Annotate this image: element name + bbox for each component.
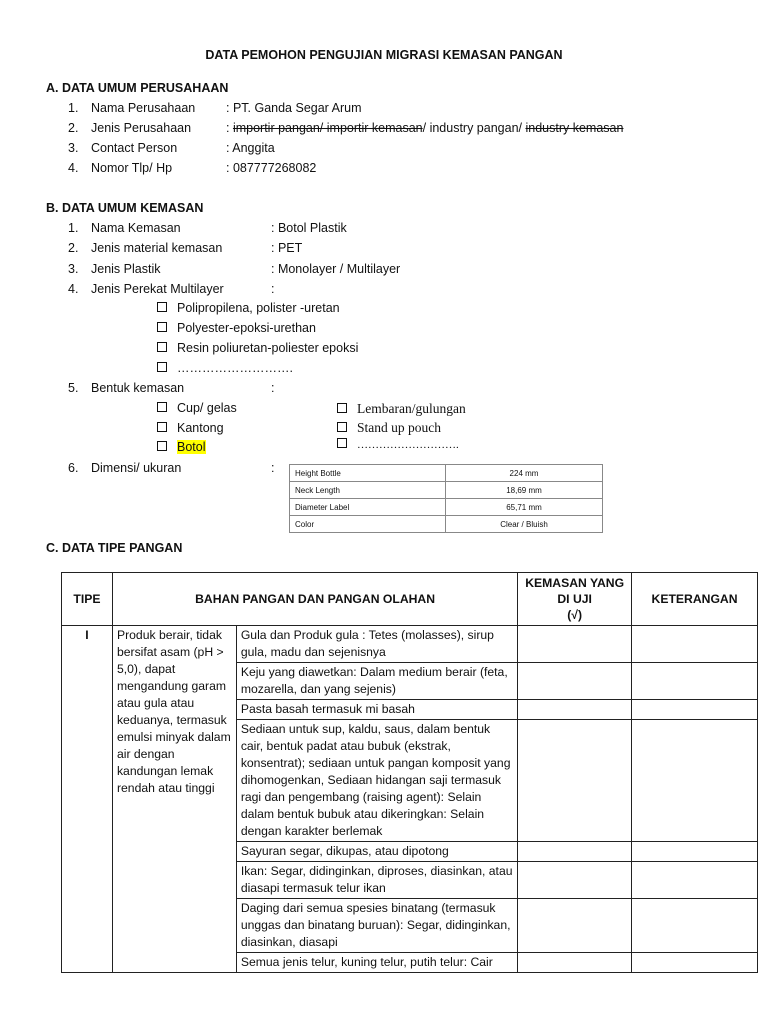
a2-label: Jenis Perusahaan bbox=[91, 121, 192, 135]
a2-num: 2. bbox=[68, 121, 79, 135]
a4-num: 4. bbox=[68, 161, 79, 175]
note-cell[interactable] bbox=[632, 862, 758, 899]
header-keterangan: KETERANGAN bbox=[632, 573, 758, 626]
dimension-name: Height Bottle bbox=[290, 465, 446, 482]
food-cell: Sayuran segar, dikupas, atau dipotong bbox=[236, 842, 517, 862]
dimension-name: Color bbox=[290, 516, 446, 533]
header-kemasan-line-1: KEMASAN YANG bbox=[525, 576, 625, 590]
page-title: DATA PEMOHON PENGUJIAN MIGRASI KEMASAN PANGAN bbox=[205, 48, 563, 62]
adhesive-label: Resin poliuretan-poliester epoksi bbox=[177, 341, 359, 355]
header-kemasan bbox=[518, 573, 632, 626]
note-cell[interactable] bbox=[632, 663, 758, 700]
b2-num: 2. bbox=[68, 241, 79, 255]
adhesive-option[interactable] bbox=[157, 341, 358, 355]
checkbox-icon[interactable] bbox=[337, 438, 347, 448]
form-option[interactable] bbox=[157, 421, 224, 435]
note-cell[interactable] bbox=[632, 899, 758, 953]
b6-value: : bbox=[271, 461, 275, 475]
b5-value: : bbox=[271, 381, 275, 395]
table-header-row bbox=[62, 573, 758, 626]
form-option[interactable] bbox=[337, 420, 441, 436]
adhesive-label: ………………………. bbox=[177, 361, 293, 375]
header-kemasan-line-2: DI UJI bbox=[557, 592, 592, 606]
form-label: Stand up pouch bbox=[357, 420, 441, 435]
checkbox-icon[interactable] bbox=[157, 441, 167, 451]
checkbox-icon[interactable] bbox=[337, 403, 347, 413]
a3-label: Contact Person bbox=[91, 141, 178, 155]
tipe-cell: I bbox=[62, 626, 113, 973]
note-cell[interactable] bbox=[632, 953, 758, 973]
check-cell[interactable] bbox=[518, 899, 632, 953]
checkbox-icon[interactable] bbox=[157, 322, 167, 332]
note-cell[interactable] bbox=[632, 626, 758, 663]
table-row bbox=[290, 465, 603, 482]
description-cell: Produk berair, tidak bersifat asam (pH > 5,0), dapat mengandung garam atau gula atau keduanya, termasuk emulsi minyak dalam air dengan kandungan lemak rendah atau tinggi bbox=[112, 626, 236, 973]
table-row bbox=[290, 516, 603, 533]
a3-value: : Anggita bbox=[226, 141, 275, 155]
note-cell[interactable] bbox=[632, 842, 758, 862]
b2-label: Jenis material kemasan bbox=[91, 241, 223, 255]
a1-value: : PT. Ganda Segar Arum bbox=[226, 101, 362, 115]
check-cell[interactable] bbox=[518, 663, 632, 700]
dimension-table bbox=[289, 464, 603, 533]
a2-middle: / industry pangan/ bbox=[422, 121, 526, 135]
food-cell: Daging dari semua spesies binatang (termasuk unggas dan binatang buruan): Segar, didinginkan, diasinkan, diasapi bbox=[236, 899, 517, 953]
a4-label: Nomor Tlp/ Hp bbox=[91, 161, 173, 175]
dimension-name: Diameter Label bbox=[290, 499, 446, 516]
a2-struck-1: importir pangan/ importir kemasan bbox=[232, 121, 423, 135]
food-cell: Semua jenis telur, kuning telur, putih telur: Cair bbox=[236, 953, 517, 973]
table-row bbox=[62, 626, 758, 663]
table-row bbox=[290, 482, 603, 499]
check-cell[interactable] bbox=[518, 700, 632, 720]
a4-value: : 087777268082 bbox=[226, 161, 317, 175]
dimension-name: Neck Length bbox=[290, 482, 446, 499]
checkbox-icon[interactable] bbox=[157, 342, 167, 352]
b3-label: Jenis Plastik bbox=[91, 262, 161, 276]
checkbox-icon[interactable] bbox=[157, 422, 167, 432]
check-cell[interactable] bbox=[518, 953, 632, 973]
form-label: Cup/ gelas bbox=[177, 401, 237, 415]
food-cell: Pasta basah termasuk mi basah bbox=[236, 700, 517, 720]
checkbox-icon[interactable] bbox=[157, 362, 167, 372]
dimension-value: 65,71 mm bbox=[446, 499, 603, 516]
checkbox-icon[interactable] bbox=[157, 302, 167, 312]
b1-num: 1. bbox=[68, 221, 79, 235]
section-b-heading: B. DATA UMUM KEMASAN bbox=[46, 201, 204, 215]
form-option[interactable] bbox=[337, 439, 459, 451]
section-c-heading: C. DATA TIPE PANGAN bbox=[46, 541, 183, 555]
b5-label: Bentuk kemasan bbox=[91, 381, 185, 395]
note-cell[interactable] bbox=[632, 720, 758, 842]
table-row bbox=[290, 499, 603, 516]
form-label-highlighted: Botol bbox=[177, 440, 206, 454]
adhesive-option[interactable] bbox=[157, 361, 293, 375]
adhesive-label: Polipropilena, polister -uretan bbox=[177, 301, 340, 315]
form-option[interactable] bbox=[157, 401, 237, 415]
b4-label: Jenis Perekat Multilayer bbox=[91, 282, 224, 296]
b3-num: 3. bbox=[68, 262, 79, 276]
header-tipe: TIPE bbox=[62, 573, 113, 626]
dimension-value: 18,69 mm bbox=[446, 482, 603, 499]
note-cell[interactable] bbox=[632, 700, 758, 720]
check-cell[interactable] bbox=[518, 862, 632, 899]
checkbox-icon[interactable] bbox=[157, 402, 167, 412]
a3-num: 3. bbox=[68, 141, 79, 155]
form-label: Lembaran/gulungan bbox=[357, 401, 466, 416]
b6-label: Dimensi/ ukuran bbox=[91, 461, 182, 475]
b4-num: 4. bbox=[68, 282, 79, 296]
b6-num: 6. bbox=[68, 461, 79, 475]
a1-label: Nama Perusahaan bbox=[91, 101, 196, 115]
form-option-selected[interactable] bbox=[157, 440, 206, 454]
checkbox-icon[interactable] bbox=[337, 422, 347, 432]
food-type-table bbox=[61, 572, 758, 973]
form-option[interactable] bbox=[337, 401, 466, 417]
b1-label: Nama Kemasan bbox=[91, 221, 181, 235]
adhesive-option[interactable] bbox=[157, 321, 316, 335]
b1-value: : Botol Plastik bbox=[271, 221, 347, 235]
adhesive-label: Polyester-epoksi-urethan bbox=[177, 321, 316, 335]
adhesive-option[interactable] bbox=[157, 301, 340, 315]
form-label: ………………………. bbox=[357, 439, 459, 451]
food-cell: Sediaan untuk sup, kaldu, saus, dalam bentuk cair, bentuk padat atau bubuk (ekstrak, konsentrat); sediaan untuk pangan komposit yang dihomogenkan, Sediaan hidangan saji termasuk ragi dan pengembang (raising agent): Selain dalam bentuk bubuk atau dikeringkan: Selain dengan karakter berlemak bbox=[236, 720, 517, 842]
a1-num: 1. bbox=[68, 101, 79, 115]
dimension-value: Clear / Bluish bbox=[446, 516, 603, 533]
b4-value: : bbox=[271, 282, 275, 296]
food-cell: Gula dan Produk gula : Tetes (molasses), sirup gula, madu dan sejenisnya bbox=[236, 626, 517, 663]
dimension-value: 224 mm bbox=[446, 465, 603, 482]
check-cell[interactable] bbox=[518, 626, 632, 663]
a2-value bbox=[226, 121, 623, 135]
section-a-heading: A. DATA UMUM PERUSAHAAN bbox=[46, 81, 229, 95]
check-cell[interactable] bbox=[518, 842, 632, 862]
a2-prefix: : bbox=[226, 121, 233, 135]
header-bahan: BAHAN PANGAN DAN PANGAN OLAHAN bbox=[112, 573, 517, 626]
food-cell: Keju yang diawetkan: Dalam medium berair (feta, mozarella, dan yang sejenis) bbox=[236, 663, 517, 700]
check-cell[interactable] bbox=[518, 720, 632, 842]
b2-value: : PET bbox=[271, 241, 303, 255]
a2-struck-2: industry kemasan bbox=[525, 121, 624, 135]
b3-value: : Monolayer / Multilayer bbox=[271, 262, 401, 276]
form-label: Kantong bbox=[177, 421, 224, 435]
b5-num: 5. bbox=[68, 381, 79, 395]
header-kemasan-line-3: (√) bbox=[567, 608, 583, 622]
food-cell: Ikan: Segar, didinginkan, diproses, diasinkan, atau diasapi termasuk telur ikan bbox=[236, 862, 517, 899]
